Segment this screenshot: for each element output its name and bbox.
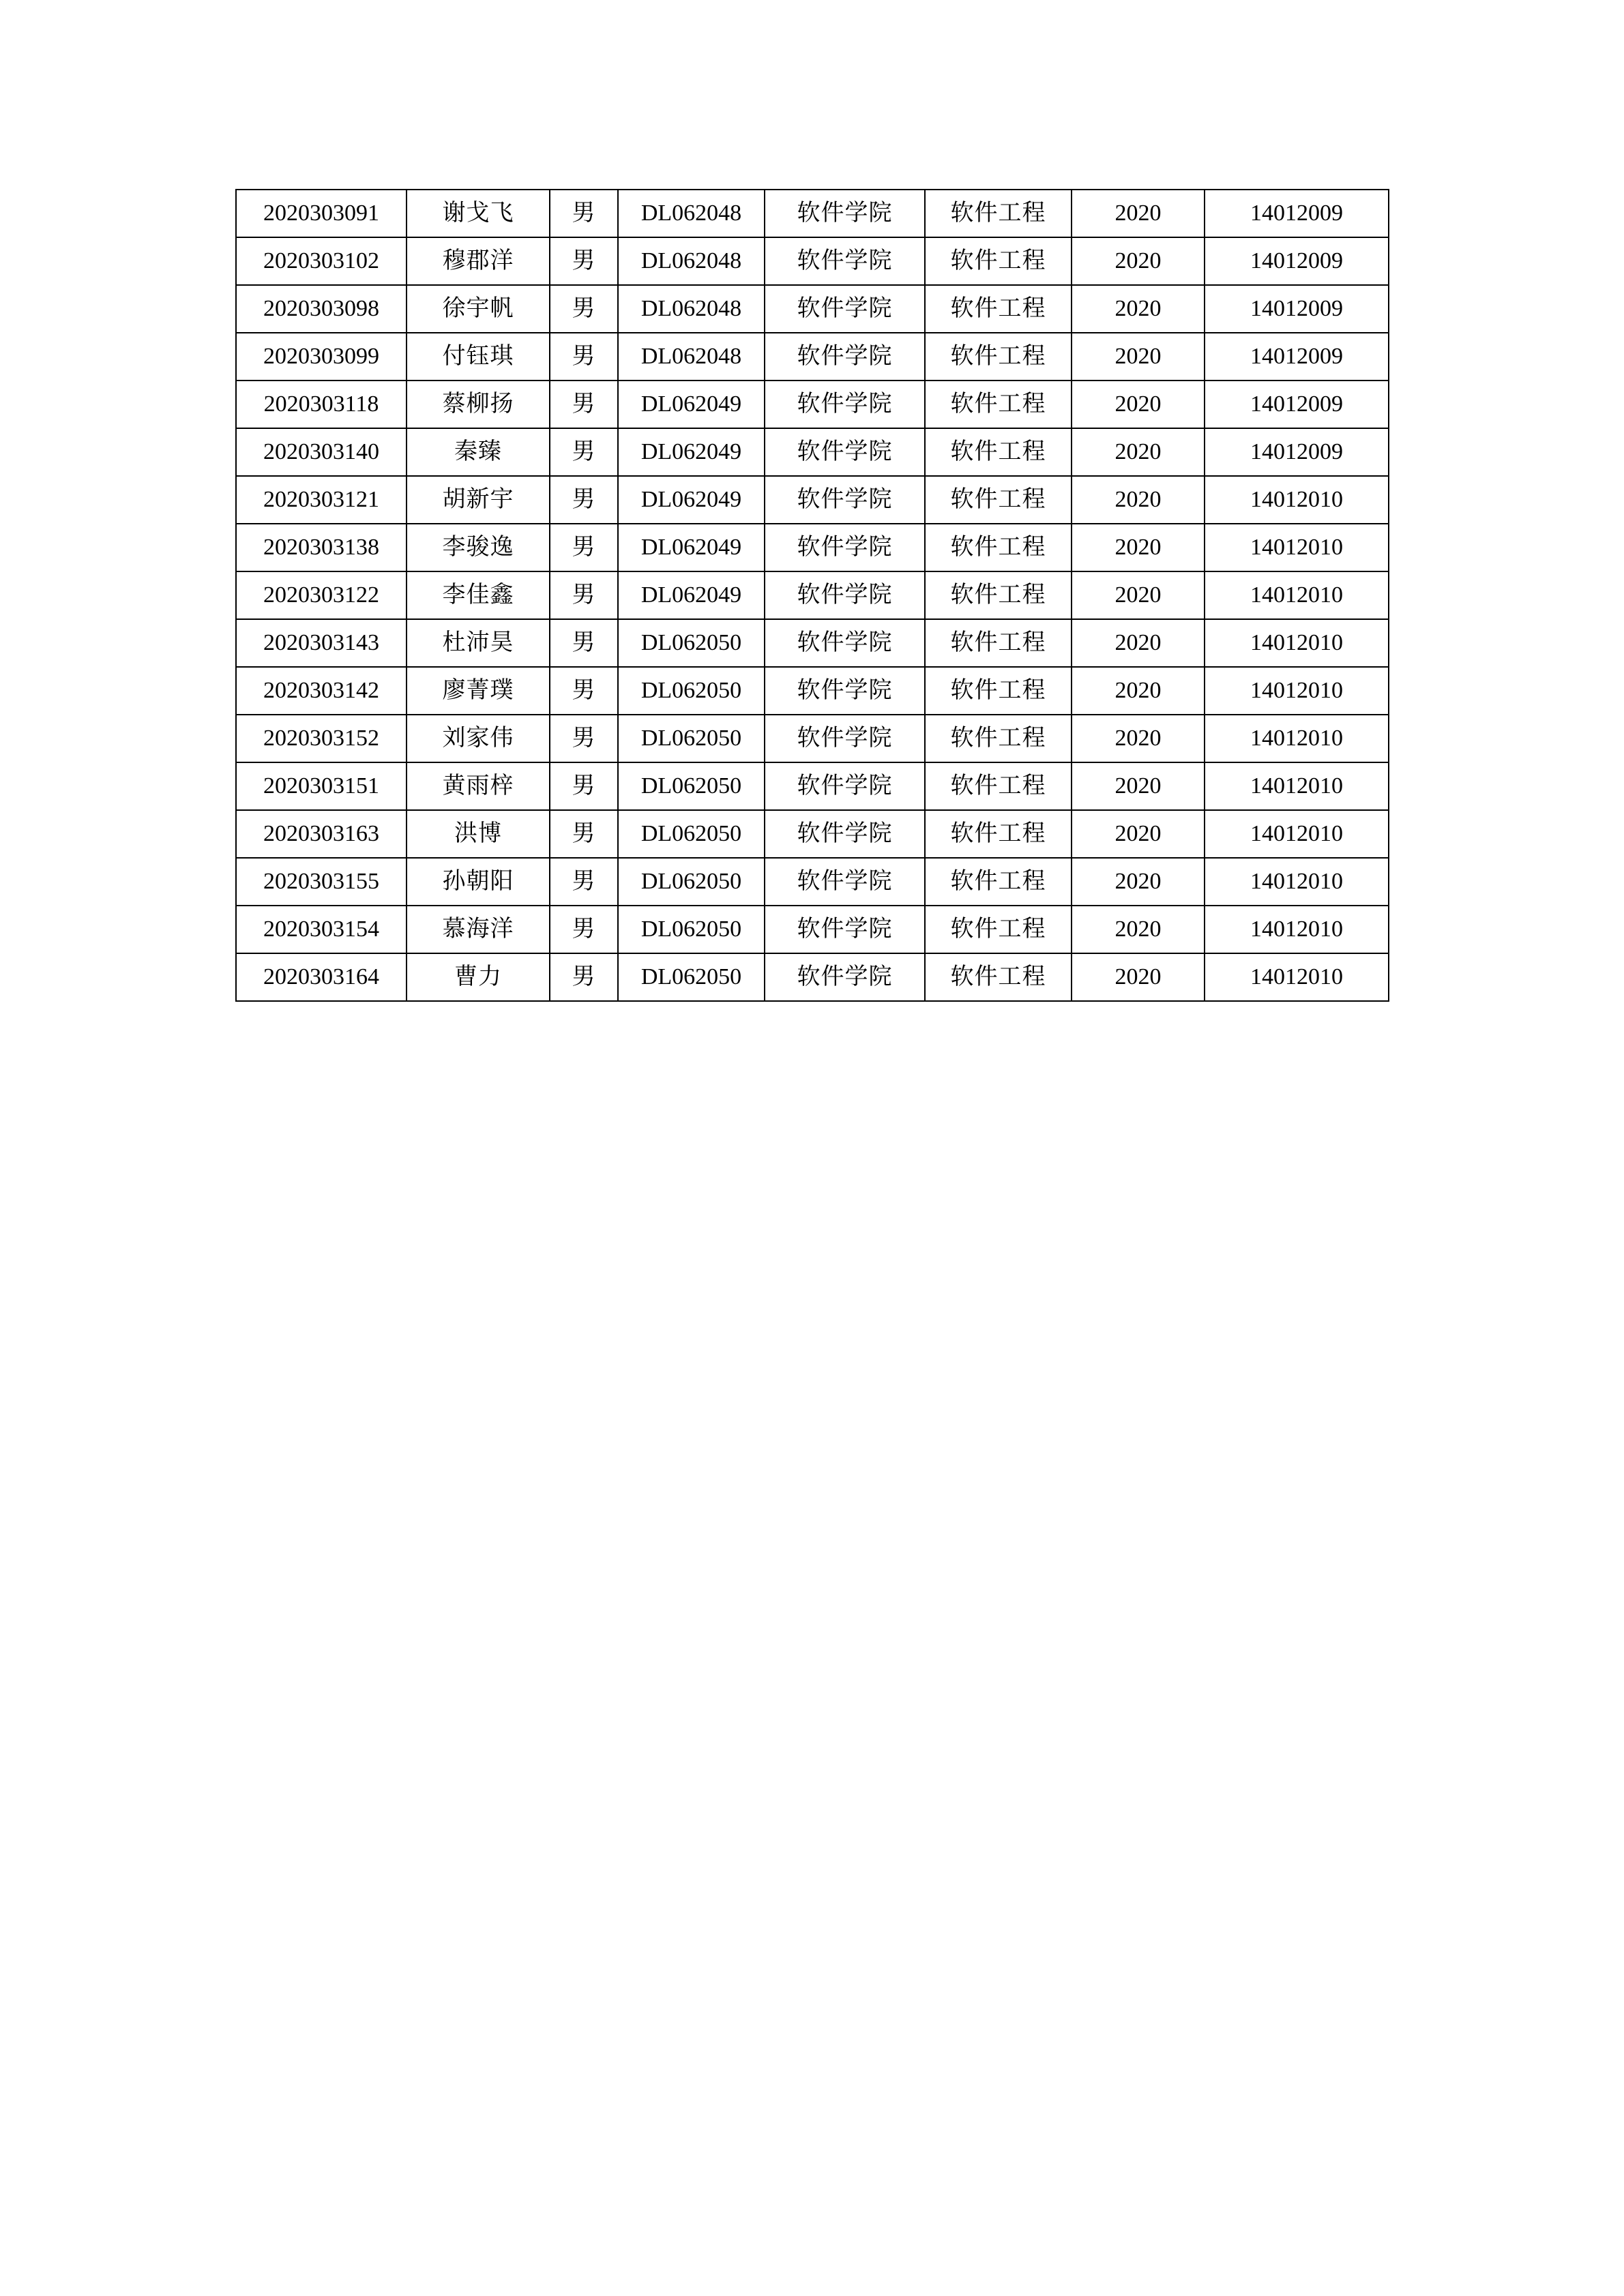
- cell-class-code: DL062050: [618, 858, 765, 906]
- cell-college: 软件学院: [765, 285, 925, 333]
- table-row: [236, 381, 1389, 428]
- cell-student-name: 刘家伟: [407, 715, 550, 762]
- cell-gender: 男: [550, 285, 618, 333]
- cell-major: 软件工程: [925, 476, 1072, 524]
- cell-class-code: DL062049: [618, 524, 765, 571]
- table-row: [236, 285, 1389, 333]
- cell-major: 软件工程: [925, 428, 1072, 476]
- cell-code: 14012010: [1205, 953, 1389, 1001]
- cell-code: 14012009: [1205, 428, 1389, 476]
- cell-class-code: DL062050: [618, 762, 765, 810]
- cell-student-name: 黄雨梓: [407, 762, 550, 810]
- cell-student-name: 慕海洋: [407, 906, 550, 953]
- cell-major: 软件工程: [925, 810, 1072, 858]
- cell-student-id: 2020303140: [236, 428, 407, 476]
- cell-student-name: 秦臻: [407, 428, 550, 476]
- cell-class-code: DL062048: [618, 285, 765, 333]
- cell-code: 14012009: [1205, 285, 1389, 333]
- cell-student-name: 徐宇帆: [407, 285, 550, 333]
- cell-year: 2020: [1072, 285, 1205, 333]
- cell-student-id: 2020303164: [236, 953, 407, 1001]
- cell-class-code: DL062050: [618, 810, 765, 858]
- cell-class-code: DL062050: [618, 619, 765, 667]
- cell-college: 软件学院: [765, 428, 925, 476]
- cell-student-name: 胡新宇: [407, 476, 550, 524]
- cell-major: 软件工程: [925, 190, 1072, 237]
- cell-student-id: 2020303102: [236, 237, 407, 285]
- cell-code: 14012010: [1205, 858, 1389, 906]
- cell-college: 软件学院: [765, 858, 925, 906]
- cell-student-id: 2020303152: [236, 715, 407, 762]
- cell-gender: 男: [550, 953, 618, 1001]
- roster-table-body: [236, 190, 1389, 1001]
- cell-code: 14012009: [1205, 237, 1389, 285]
- cell-year: 2020: [1072, 381, 1205, 428]
- cell-student-id: 2020303163: [236, 810, 407, 858]
- cell-major: 软件工程: [925, 715, 1072, 762]
- cell-gender: 男: [550, 667, 618, 715]
- cell-student-id: 2020303154: [236, 906, 407, 953]
- table-row: [236, 476, 1389, 524]
- cell-code: 14012010: [1205, 571, 1389, 619]
- cell-code: 14012009: [1205, 190, 1389, 237]
- cell-gender: 男: [550, 333, 618, 381]
- cell-major: 软件工程: [925, 667, 1072, 715]
- cell-code: 14012009: [1205, 333, 1389, 381]
- cell-major: 软件工程: [925, 619, 1072, 667]
- cell-college: 软件学院: [765, 190, 925, 237]
- cell-student-name: 李骏逸: [407, 524, 550, 571]
- cell-student-id: 2020303098: [236, 285, 407, 333]
- cell-college: 软件学院: [765, 476, 925, 524]
- cell-college: 软件学院: [765, 619, 925, 667]
- cell-class-code: DL062050: [618, 667, 765, 715]
- table-row: [236, 524, 1389, 571]
- cell-code: 14012009: [1205, 381, 1389, 428]
- cell-major: 软件工程: [925, 906, 1072, 953]
- cell-year: 2020: [1072, 333, 1205, 381]
- cell-major: 软件工程: [925, 381, 1072, 428]
- cell-student-name: 杜沛昊: [407, 619, 550, 667]
- table-row: [236, 571, 1389, 619]
- table-row: [236, 953, 1389, 1001]
- cell-student-name: 李佳鑫: [407, 571, 550, 619]
- cell-college: 软件学院: [765, 810, 925, 858]
- cell-student-id: 2020303091: [236, 190, 407, 237]
- cell-year: 2020: [1072, 619, 1205, 667]
- cell-year: 2020: [1072, 237, 1205, 285]
- cell-year: 2020: [1072, 906, 1205, 953]
- table-row: [236, 810, 1389, 858]
- cell-class-code: DL062049: [618, 428, 765, 476]
- table-row: [236, 237, 1389, 285]
- cell-student-id: 2020303155: [236, 858, 407, 906]
- table-row: [236, 858, 1389, 906]
- cell-college: 软件学院: [765, 667, 925, 715]
- cell-student-name: 廖菁璞: [407, 667, 550, 715]
- cell-class-code: DL062049: [618, 571, 765, 619]
- cell-class-code: DL062050: [618, 715, 765, 762]
- cell-student-name: 曹力: [407, 953, 550, 1001]
- cell-gender: 男: [550, 190, 618, 237]
- cell-code: 14012010: [1205, 810, 1389, 858]
- cell-year: 2020: [1072, 190, 1205, 237]
- table-row: [236, 619, 1389, 667]
- cell-student-id: 2020303143: [236, 619, 407, 667]
- cell-student-id: 2020303118: [236, 381, 407, 428]
- cell-year: 2020: [1072, 953, 1205, 1001]
- cell-student-id: 2020303099: [236, 333, 407, 381]
- cell-college: 软件学院: [765, 524, 925, 571]
- cell-major: 软件工程: [925, 953, 1072, 1001]
- cell-student-id: 2020303151: [236, 762, 407, 810]
- cell-major: 软件工程: [925, 858, 1072, 906]
- cell-gender: 男: [550, 619, 618, 667]
- cell-year: 2020: [1072, 667, 1205, 715]
- cell-gender: 男: [550, 571, 618, 619]
- cell-gender: 男: [550, 428, 618, 476]
- cell-year: 2020: [1072, 428, 1205, 476]
- cell-major: 软件工程: [925, 524, 1072, 571]
- cell-major: 软件工程: [925, 285, 1072, 333]
- cell-college: 软件学院: [765, 237, 925, 285]
- table-row: [236, 333, 1389, 381]
- cell-college: 软件学院: [765, 762, 925, 810]
- table-row: [236, 715, 1389, 762]
- table-row: [236, 190, 1389, 237]
- cell-college: 软件学院: [765, 333, 925, 381]
- cell-student-name: 穆郡洋: [407, 237, 550, 285]
- cell-year: 2020: [1072, 762, 1205, 810]
- cell-gender: 男: [550, 524, 618, 571]
- cell-year: 2020: [1072, 524, 1205, 571]
- cell-year: 2020: [1072, 715, 1205, 762]
- table-row: [236, 428, 1389, 476]
- cell-gender: 男: [550, 237, 618, 285]
- cell-student-name: 谢戈飞: [407, 190, 550, 237]
- cell-student-id: 2020303142: [236, 667, 407, 715]
- cell-class-code: DL062050: [618, 906, 765, 953]
- cell-student-name: 孙朝阳: [407, 858, 550, 906]
- cell-gender: 男: [550, 762, 618, 810]
- cell-year: 2020: [1072, 571, 1205, 619]
- cell-gender: 男: [550, 858, 618, 906]
- cell-gender: 男: [550, 906, 618, 953]
- cell-class-code: DL062048: [618, 237, 765, 285]
- cell-student-name: 洪博: [407, 810, 550, 858]
- cell-college: 软件学院: [765, 953, 925, 1001]
- cell-code: 14012010: [1205, 667, 1389, 715]
- cell-code: 14012010: [1205, 476, 1389, 524]
- cell-year: 2020: [1072, 476, 1205, 524]
- cell-class-code: DL062050: [618, 953, 765, 1001]
- cell-code: 14012010: [1205, 619, 1389, 667]
- cell-class-code: DL062049: [618, 381, 765, 428]
- cell-major: 软件工程: [925, 237, 1072, 285]
- table-row: [236, 667, 1389, 715]
- cell-class-code: DL062048: [618, 190, 765, 237]
- cell-code: 14012010: [1205, 762, 1389, 810]
- cell-major: 软件工程: [925, 333, 1072, 381]
- student-roster-table: [235, 189, 1389, 1002]
- cell-year: 2020: [1072, 858, 1205, 906]
- cell-code: 14012010: [1205, 715, 1389, 762]
- cell-gender: 男: [550, 476, 618, 524]
- cell-college: 软件学院: [765, 715, 925, 762]
- cell-student-id: 2020303121: [236, 476, 407, 524]
- cell-class-code: DL062049: [618, 476, 765, 524]
- cell-college: 软件学院: [765, 906, 925, 953]
- cell-college: 软件学院: [765, 381, 925, 428]
- table-row: [236, 906, 1389, 953]
- cell-gender: 男: [550, 810, 618, 858]
- cell-student-name: 蔡柳扬: [407, 381, 550, 428]
- cell-gender: 男: [550, 381, 618, 428]
- roster-table-container: [235, 189, 1388, 1002]
- cell-major: 软件工程: [925, 762, 1072, 810]
- cell-code: 14012010: [1205, 524, 1389, 571]
- cell-year: 2020: [1072, 810, 1205, 858]
- cell-student-id: 2020303122: [236, 571, 407, 619]
- cell-college: 软件学院: [765, 571, 925, 619]
- cell-major: 软件工程: [925, 571, 1072, 619]
- table-row: [236, 762, 1389, 810]
- cell-gender: 男: [550, 715, 618, 762]
- cell-student-id: 2020303138: [236, 524, 407, 571]
- cell-student-name: 付钰琪: [407, 333, 550, 381]
- cell-class-code: DL062048: [618, 333, 765, 381]
- cell-code: 14012010: [1205, 906, 1389, 953]
